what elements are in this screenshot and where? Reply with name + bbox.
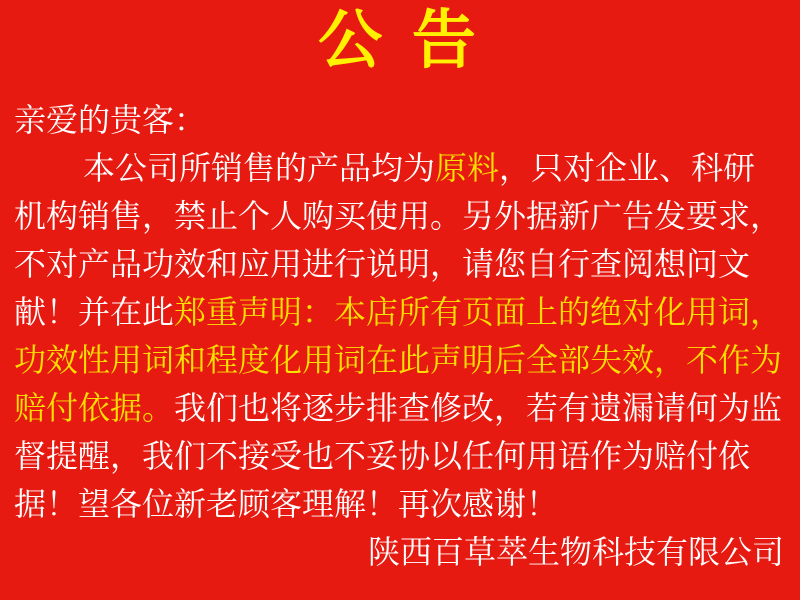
body-line xyxy=(14,144,786,192)
text-segment: 据！望各位新老顾客理解！再次感谢！ xyxy=(14,486,559,522)
company-name: 陕西百草萃生物科技有限公司 xyxy=(367,534,784,570)
body-line xyxy=(14,480,786,528)
highlight-segment: 赔付依据。 xyxy=(14,390,175,426)
notice-body xyxy=(14,96,786,576)
body-line xyxy=(14,240,786,288)
body-line xyxy=(14,288,786,336)
body-line xyxy=(14,336,786,384)
text-segment: 本公司所销售的产品均为 xyxy=(83,150,436,186)
text-segment: ，只对企业、科研 xyxy=(499,150,756,186)
text-segment: 机构销售，禁止个人购买使用。另外据新广告发要求， xyxy=(14,198,783,234)
body-line xyxy=(14,432,786,480)
text-segment: 亲爱的贵客： xyxy=(14,102,207,138)
highlight-segment: 功效性用词和程度化用词在此声明后全部失效，不作为 xyxy=(14,342,783,378)
body-line xyxy=(14,192,786,240)
text-segment: 我们也将逐步排查修改，若有遗漏请何为监 xyxy=(174,390,783,426)
body-line-greeting xyxy=(14,96,786,144)
body-line xyxy=(14,384,786,432)
text-segment: 督提醒，我们不接受也不妥协以任何用语作为赔付依 xyxy=(14,438,751,474)
notice-title: 公 告 xyxy=(318,4,482,76)
highlight-segment: 原料 xyxy=(435,150,500,186)
highlight-segment: 郑重声明：本店所有页面上的绝对化用词， xyxy=(174,294,783,330)
company-signature xyxy=(14,528,786,576)
text-segment: 献！并在此 xyxy=(14,294,175,330)
text-segment: 不对产品功效和应用进行说明，请您自行查阅想问文 xyxy=(14,246,751,282)
